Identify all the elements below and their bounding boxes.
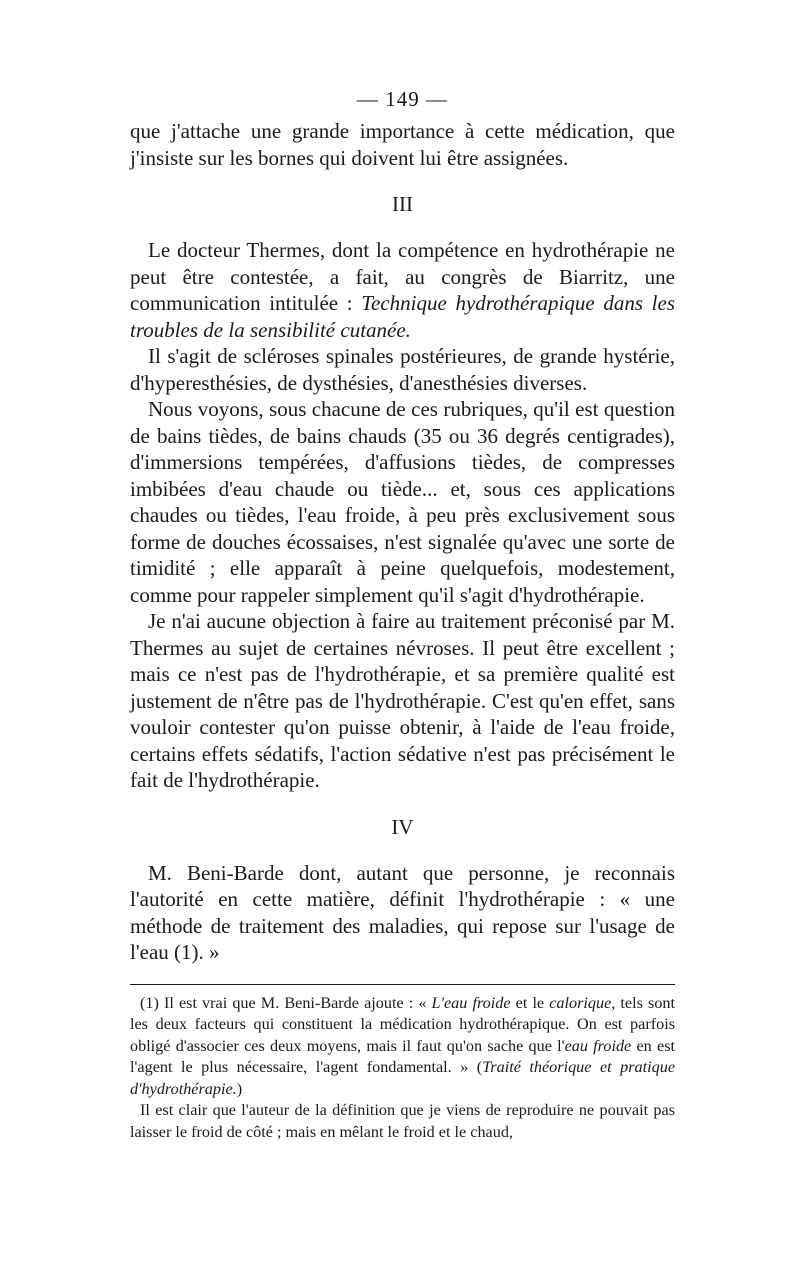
communication-title: Technique hydrothérapique dans les troubles de la sensibilité cutanée. bbox=[130, 291, 675, 342]
continuation-paragraph: que j'attache une grande importance à cette médication, que j'insiste sur les bornes qui doivent lui être assignées. bbox=[130, 119, 675, 170]
paragraph-objection: Je n'ai aucune objection à faire au traitement préconisé par M. Thermes au sujet de certaines névroses. Il peut être excellent ; mais ce n'est pas de l'hydrothérapie, et sa première qualité est justement de n'être pas de l'hydrothérapie. C'est qu'en effet, sans vouloir contester qu'on puisse obtenir, à l'aide de l'eau froide, certains effets sédatifs, l'action sédative n'est pas précisément le fait de l'hydrothérapie. bbox=[130, 609, 675, 792]
section-heading-iii: III bbox=[392, 192, 413, 216]
footnote-text-b: et le bbox=[510, 993, 550, 1012]
footnotes bbox=[130, 993, 675, 1144]
paragraph-beni-barde: M. Beni-Barde dont, autant que personne, je reconnais l'autorité en cette matière, définit l'hydrothérapie : « une méthode de traitement des maladies, qui repose sur l'usage de l'eau (1). » bbox=[130, 860, 675, 964]
main-text bbox=[130, 118, 675, 966]
footnote-1 bbox=[130, 993, 675, 1101]
paragraph-thermes-communication bbox=[130, 237, 675, 343]
footnote-book-title: Traité théorique et pratique d'hydrothérapie. bbox=[130, 1058, 676, 1098]
section-heading-iv: IV bbox=[391, 814, 414, 839]
paragraph-scleroses: Il s'agit de scléroses spinales postérieures, de grande hystérie, d'hyperesthésies, de dysthésies, d'anesthésies diverses. bbox=[130, 344, 675, 395]
footnote-text-a: (1) Il est vrai que M. Beni-Barde ajoute : « bbox=[140, 993, 432, 1012]
footnote-text-c: tels sont les deux facteurs qui constituent la médication hydrothérapique. On est parfois obligé d'associer ces deux moyens, mais il faut qu'on sache que l' bbox=[130, 993, 676, 1055]
book-page bbox=[130, 86, 675, 1143]
footnote-text-d: en est l'agent le plus nécessaire, l'agent fondamental. » ( bbox=[130, 1036, 675, 1076]
paragraph-rubriques: Nous voyons, sous chacune de ces rubriques, qu'il est question de bains tièdes, de bains chauds (35 ou 36 degrés centigrades), d'immersions tempérées, d'affusions tièdes, de compresses imbibées d'eau chaude ou tiède... et, sous ces applications chaudes ou tièdes, l'eau froide, à peu près exclusivement sous forme de douches écossaises, n'est signalée qu'avec une sorte de timidité ; elle apparaît à peine quelquefois, modestement, comme pour rappeler simplement qu'il s'agit d'hydrothérapie. bbox=[130, 397, 675, 607]
footnote-continuation: Il est clair que l'auteur de la définition que je viens de reproduire ne pouvait pas laisser le froid de côté ; mais en mêlant le froid et le chaud, bbox=[130, 1101, 675, 1141]
footnote-divider bbox=[130, 984, 675, 985]
paragraph-thermes-text: Le docteur Thermes, dont la compétence en hydrothérapie ne peut être contestée, a fait, au congrès de Biarritz, une communication intitulée : bbox=[130, 238, 675, 315]
footnote-italic-calorique: calorique, bbox=[549, 993, 616, 1012]
footnote-text-e: ) bbox=[236, 1079, 243, 1098]
footnote-italic-eau-froide-2: eau froide bbox=[564, 1036, 632, 1055]
page-number: — 149 — bbox=[357, 87, 448, 111]
footnote-italic-eau-froide: L'eau froide bbox=[431, 993, 511, 1012]
